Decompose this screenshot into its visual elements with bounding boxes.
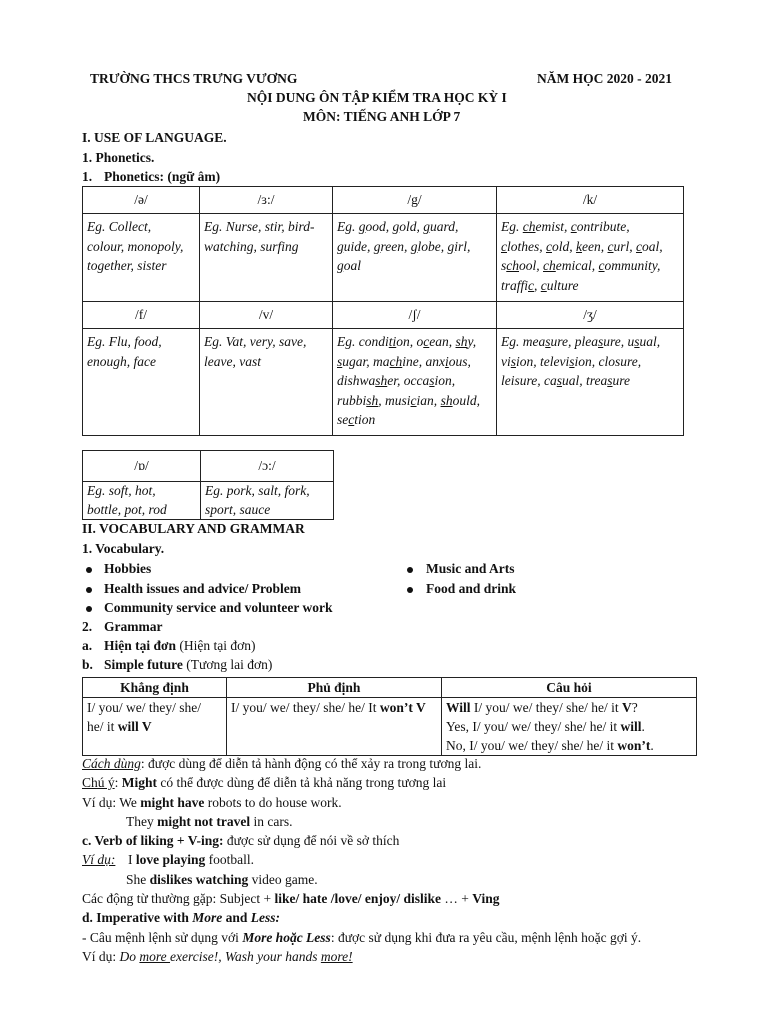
grammar-subheading: Grammar <box>104 619 163 634</box>
example-line: leave, vast <box>204 353 261 369</box>
symbol-er: /ɜ:/ <box>200 187 333 214</box>
grammar-b-title: Simple future (Tương lai đơn) <box>104 657 273 672</box>
symbol-k: /k/ <box>497 187 684 214</box>
examples-v <box>200 329 333 436</box>
example-line: dishwasher, occasion, <box>337 373 456 388</box>
cell-line: I/ you/ we/ they/ she/ <box>87 700 201 715</box>
phonetics-header-row-2 <box>83 302 684 329</box>
cell-line: I/ you/ we/ they/ she/ he/ It won’t V <box>231 700 426 715</box>
example-line: guide, green, globe, girl, <box>337 238 471 254</box>
symbol-zh: /ʒ/ <box>497 302 684 329</box>
example-line: together, sister <box>87 258 167 273</box>
imperative-usage: - Câu mệnh lệnh sử dụng với More hoặc Less: được sử dụng khi đưa ra yêu cầu, mệnh lệnh hoặc gợi ý. <box>82 930 642 945</box>
example-liking-2: She dislikes watching video game. <box>126 872 318 887</box>
symbol-sh: /ʃ/ <box>333 302 497 329</box>
example-line: leisure, casual, treasure <box>501 373 631 388</box>
example-line: colour, monopoly, <box>87 238 184 254</box>
example-line: goal <box>337 258 362 273</box>
document-subject: MÔN: TIẾNG ANH LỚP 7 <box>303 109 461 124</box>
examples-er <box>200 214 333 302</box>
example-line: Eg. good, gold, guard, <box>337 219 459 234</box>
grammar-a-title: Hiện tại đơn (Hiện tại đơn) <box>104 638 256 653</box>
symbol-short-o: /ɒ/ <box>83 451 201 482</box>
phonetics-example-row-3 <box>83 482 334 520</box>
bullet-icon <box>407 567 413 573</box>
phonetics-example-row-2 <box>83 329 684 436</box>
cell-line: Will I/ you/ we/ they/ she/ he/ it V? <box>446 700 638 715</box>
simple-future-table <box>82 677 697 756</box>
examples-schwa <box>83 214 200 302</box>
bullet-icon <box>86 587 92 593</box>
example-line: watching, surfing <box>204 238 299 254</box>
header-question: Câu hỏi <box>442 678 697 698</box>
grammar-b-label: b. <box>82 657 93 672</box>
example-line: section <box>337 412 376 427</box>
example-line: Eg. Vat, very, save, <box>204 334 307 349</box>
grammar-a-label: a. <box>82 638 93 653</box>
example-line: Eg. Collect, <box>87 219 152 234</box>
vocabulary-subheading: 1. Vocabulary. <box>82 541 165 556</box>
header-negative: Phủ định <box>227 678 442 698</box>
examples-long-o <box>201 482 334 520</box>
grammar-number: 2. <box>82 619 93 634</box>
imperative-example: Ví dụ: Do more exercise!, Wash your hands more! <box>82 949 353 964</box>
examples-zh <box>497 329 684 436</box>
examples-short-o <box>83 482 201 520</box>
phonetics-subheading: 1. Phonetics. <box>82 150 155 165</box>
topic-item: Music and Arts <box>426 561 515 576</box>
cell-line: No, I/ you/ we/ they/ she/ he/ it won’t. <box>446 738 654 753</box>
symbol-f: /f/ <box>83 302 200 329</box>
example-line: traffic, culture <box>501 277 579 293</box>
phonetics-header-row-1 <box>83 187 684 214</box>
example-line: bottle, pot, rod <box>87 501 167 517</box>
examples-sh <box>333 329 497 436</box>
imperative-heading: d. Imperative with More and Less: <box>82 910 281 925</box>
attention-note: Chú ý: Might có thể được dùng để diễn tả khả năng trong tương lai <box>82 775 447 790</box>
cell-line: he/ it will V <box>87 719 152 734</box>
example-liking-1: I love playing football. <box>128 852 255 867</box>
verb-of-liking-heading: c. Verb of liking + V-ing: được sử dụng để nói về sở thích <box>82 833 400 848</box>
phonetics-list-number: 1. <box>82 169 93 184</box>
header-affirmative: Khẳng định <box>83 678 227 698</box>
phonetics-example-row-1 <box>83 214 684 302</box>
topic-item: Hobbies <box>104 561 152 576</box>
example-line: vision, television, closure, <box>501 353 642 369</box>
examples-g <box>333 214 497 302</box>
question-cell <box>442 698 697 756</box>
cell-line: Yes, I/ you/ we/ they/ she/ he/ it will. <box>446 719 645 734</box>
example-line: Eg. chemist, contribute, <box>501 219 630 234</box>
bullet-icon <box>86 606 92 612</box>
phonetics-table <box>82 186 684 436</box>
example-line: sport, sauce <box>205 501 271 517</box>
example-line: Eg. Flu, food, <box>87 334 162 349</box>
example-line: rubbish, musician, should, <box>337 392 480 408</box>
example-line: Eg. condition, ocean, shy, <box>337 334 477 349</box>
example-label: Ví dụ: <box>82 852 116 867</box>
example-might-2: They might not travel in cars. <box>126 814 293 829</box>
example-line: Eg. soft, hot, <box>87 483 156 498</box>
topic-item: Community service and volunteer work <box>104 600 333 615</box>
example-line: Eg. pork, salt, fork, <box>205 483 310 498</box>
section-2-heading: II. VOCABULARY AND GRAMMAR <box>82 521 305 536</box>
document-title: NỘI DUNG ÔN TẬP KIỂM TRA HỌC KỲ I <box>247 90 507 105</box>
negative-cell <box>227 698 442 756</box>
usage-note: Cách dùng: được dùng để diễn tả hành động có thể xảy ra trong tương lai. <box>82 756 482 771</box>
example-line: school, chemical, community, <box>501 258 661 273</box>
symbol-schwa: /ə/ <box>83 187 200 214</box>
symbol-g: /g/ <box>333 187 497 214</box>
example-line: clothes, cold, keen, curl, coal, <box>501 238 663 254</box>
examples-k <box>497 214 684 302</box>
symbol-long-o: /ɔ:/ <box>201 451 334 482</box>
examples-f <box>83 329 200 436</box>
phonetics-list-text: Phonetics: (ngữ âm) <box>104 169 221 184</box>
table-header-row <box>83 678 697 698</box>
bullet-icon <box>407 587 413 593</box>
topic-item: Health issues and advice/ Problem <box>104 581 302 596</box>
common-verbs: Các động từ thường gặp: Subject + like/ hate /love/ enjoy/ dislike … + Ving <box>82 891 500 906</box>
school-name: TRƯỜNG THCS TRƯNG VƯƠNG <box>90 71 298 86</box>
affirmative-cell <box>83 698 227 756</box>
example-line: enough, face <box>87 353 156 369</box>
table-row <box>83 698 697 756</box>
school-year: NĂM HỌC 2020 - 2021 <box>537 71 672 86</box>
symbol-v: /v/ <box>200 302 333 329</box>
example-might-1: Ví dụ: We might have robots to do house work. <box>82 795 342 810</box>
topic-item: Food and drink <box>426 581 517 596</box>
example-line: Eg. measure, pleasure, usual, <box>501 334 661 349</box>
phonetics-header-row-3 <box>83 451 334 482</box>
section-1-heading: I. USE OF LANGUAGE. <box>82 130 227 145</box>
bullet-icon <box>86 567 92 573</box>
example-line: Eg. Nurse, stir, bird- <box>204 219 315 234</box>
phonetics-table-extra <box>82 450 334 520</box>
example-line: sugar, machine, anxious, <box>337 353 471 369</box>
